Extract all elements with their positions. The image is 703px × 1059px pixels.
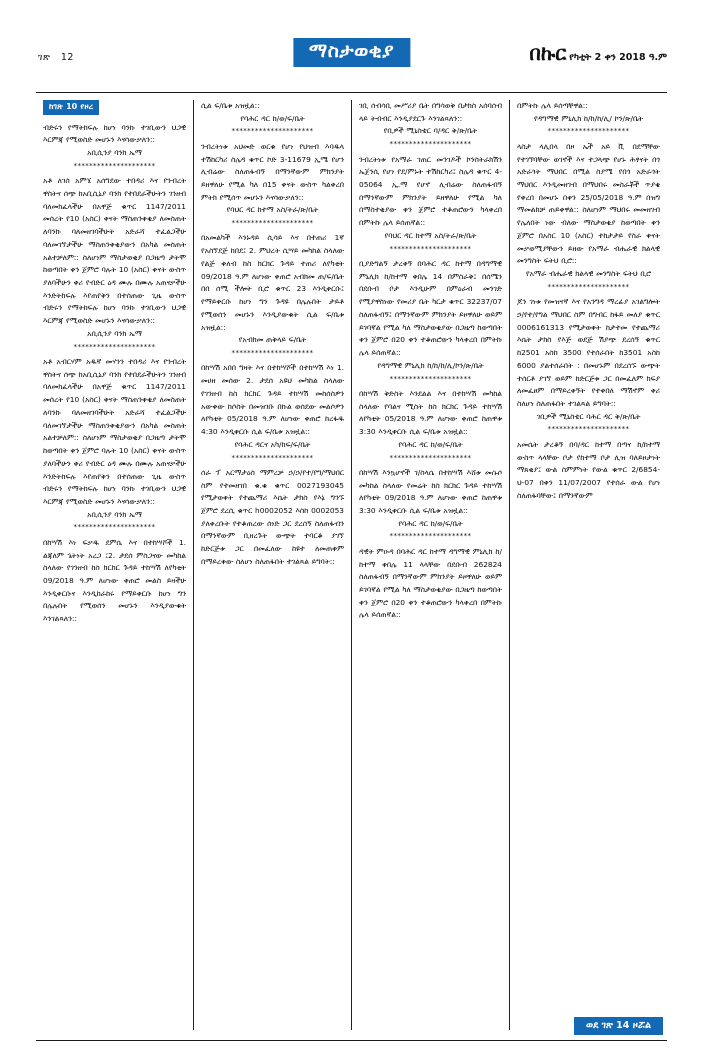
notice-paragraph: ሲል ፍ/ቤቱ አዝዟል:: [201,101,260,110]
notice-paragraph: ብድሩን የማትከፍሉ ከሆነ ባንኩ ተገቢውን ህጋዊ እርምጃ የሚወስድ መሆኑን እናሳውቃለን:: [43,122,186,145]
masthead-rule [36,92,667,93]
notice-divider: ********************* [389,244,472,253]
notice-signature: የባሕር ዳር ከ/ወ/ፍ/ቤት [398,439,463,449]
notice-divider: ********************* [389,374,472,383]
page-folio-number: 12 [60,52,74,63]
notice-divider: ********************* [547,127,630,136]
notice-signature: አቢሲንያ ባንክ ኤማ [87,509,142,519]
page-folio [38,52,74,63]
column-content [201,100,344,569]
masthead-meta [529,43,667,63]
notice-signature: የአማራ ብሔራዊ ክልላዊ መንግስት ፍትህ ቢሮ [525,269,652,279]
notice-paragraph: በከሣሽ አበበ ግዛት እና በተከሣሾች በተከሣሽ እነ 1. መሀዘ መሰው 2. ታደሰ አዩህ መካከል ስላለው የገንዘብ ከስ ክርክር ጉዳይ ተከሣሽ መከሰስዎን አውቀው ከሶስት በመዝገቡ በኩል ወሰደው መልሶዎን ለየካቲት 05/2018 ዓ.ም ለሆነው ቀጠሮ ከረፋዱ 4:30 እንዲቀርቡ ሲል ፍ/ቤቱ አዝዟል:: [201,363,344,437]
notice-signature: የባህር ዳር ከተማ አስ/ትራ/ጽ/ቤት [384,230,477,240]
notice-divider: ********************* [389,140,472,149]
article-column-2 [193,100,351,1030]
notice-signature: የቢዎች ሚኒስቴር ባ/ዳር ቅ/ጽ/ቤት [383,126,478,136]
masthead-date: የካቲት 2 ቀን 2018 ዓ.ም [569,52,667,63]
article-column-1 [36,100,193,1030]
notice-divider: ********************* [73,342,156,351]
notice-signature: የአብክመ ጠቅላይ ፍ/ቤት [238,335,307,345]
notice-divider: ********************* [389,532,472,541]
notice-paragraph: ላስታ ላሊበላ በዞ ኤች አይ ቪ በደማቸው የተገኘባቸው ወገኖች እና ተጋላጭ የሆኑ ሕፃናት በጎ አድራጎት ማህበር በሚል ስያሜ የበጎ አድራጎት ማህበር እንዲመዘገብ በማህበሩ መስራቾች ጥያቄ የቀረበ በመሆኑ በቀን 25/05/2018 ዓ.ም በዝግ ማመልከቻ ጠይቀዋል:: ስለሆነም ማህበሩ መመዘገብ የሌለበት ነው ብለው ማስታወቂያ ከወጣበት ቀን ጀምሮ በአስር 10 (አስር) ተከታታይ የስራ ቀናት መቃወሚያቸውን ይዘው የአማራ ብሔራዊ ክልላዊ መንግስት ፍትህ ቢሮ:: [517,141,660,266]
notice-signature: አቢሲንያ ባንክ ኤማ [87,148,142,158]
notice-paragraph: ገቢ ሰብሳቢ መሥሪያ ቤት በግሳወቅ በታክስ አሰባሰብ ላይ ትብብር እንዲያደርጉ እንገልጻለን:: [359,101,502,123]
notice-signature: የባሕር ዳርና አካ/ከፍ/ፍ/ቤት [234,439,311,449]
notice-paragraph: ንብረትነቱ የአማራ ገጠር መንገዶች ኮንስትራክሽን ኤጀንሲ የሆነ የደ/ምኑት ተሽከርካሪ፤ ስሌዳ ቁጥር 4-05064 ኢ.ማ የሆኖ ሊብሬው ስለጠፋብኝ በማንኛውም ምክንያት ይዘዋለሁ የሚል ካለ በማስተቂያው ቀን ጀምሮ ተቆጠሮውን ካላቀረበ በምትኩ ሌላ ይሰጠኛል:: [359,154,502,228]
notice-signature: የዳግማዊ ምኒሊክ ከ/ከ/ከ/ሊ/ኮን/ጽ/ቤት [377,360,484,370]
notice-signature: የባሕር ዳር ከ/ወ/ፍ/ቤት [398,518,463,528]
notice-divider: ********************* [547,425,630,434]
notice-paragraph: በከሣሽ እንኳሆኖች ገ/ስላሴ በተከሣሽ እሸቱ መሱሶ መካከል ስላለው የመሬት ከስ ክርክር ጉዳይ ተከሣሽ ለየካቲት 09/2018 ዓ.ም ለሆነው ቀጠሮ ከጠዋቱ 3:30 እንዲቀርቡ ሲል ፍ/ቤቱ አዝዟል:: [359,467,502,516]
column-content [359,100,502,622]
notice-paragraph: በከሣሽ ቅድስት እንደልል እና በተከሣሽ መካከል ስላለው የባልና ሚስት ከስ ክርክር ጉዳይ ተከሣሽ ለየካቲት 05/2018 ዓ.ም ለሆነው ቀጠሮ ከጠዋቱ 3:30 እንዲቀርቡ ሲል ፍ/ቤቱ አዝዟል:: [359,388,502,437]
notice-divider: ********************* [547,282,630,291]
column-content [517,100,660,502]
notice-paragraph: ዳዊት ምዑዳ በባሕር ዳር ከተማ ዳግማዊ ምኒሊክ ከ/ከተማ ቀበሌ 11 ላላቸው በደቡብ 262824 ስለጠፋብኝ በማንኛውም ምክንያት ይዞዋለሁ ወይም ይገባኛል የሚል ካለ ማስታወቂያው በጋዜጣ ከወጣበት ቀን ጀምሮ በ20 ቀን ተቆጠሮውን ካላቀረበ በምትኩ ሌላ ይሰጠኛል:: [359,546,502,620]
notice-paragraph: አቶ ለገሰ አምኜ አሰግደው ተበዳሪ እና የንብረት ዋስትና ሰጭ ከአቢሲኒያ ባንክ የተበደራችሁትን ገንዘብ ባለመክፈላችሁ በአዋጅ ቁጥር 1147/2011 መሰረት የ10 (አስር) ቀናት ማስጠንቀቂያ ለመስጠት ለባንኩ ባለመዘገባችሁት አድራሻ ተፈልጋችሁ ባለመገኘታችሁ ማስጠንቀቂያውን በአካል መስጠት አልተቻለም:: ስለሆነም ማስታወቂያ በጋዜጣ ታትሞ ከወጣበት ቀን ጀምሮ ባሉት 10 (አስር) ቀናት ውስጥ ያለባችሁን ቀሪ የብድር ዕዳ ሙሉ በሙሉ አጠናቃችሁ እንድትከፍሉ እየጠየቅን በተሰጠው ጊዜ ውስጥ ብድሩን የማትከፍሉ ከሆነ ባንኩ ተገቢውን ህጋዊ እርምጃ የሚወስድ መሆኑን እናሳውቃለን:: [43,176,186,326]
notice-paragraph: ቢያድግልኝ ታረቀኝ በባሕር ዳር ከተማ በዳግማዊ ምኒሊክ ከ/ከተማ ቀበሌ 14 በምስራቅ፤ በሰሜን በደቡብ ቦታ እንዲሁም በምዕራብ መንገድ የሚያዋስነው የመሪያ ቤት ካርታ ቁጥር 32237/07 ስለጠፋብኝ፤ በማንኛውም ምክንያት ይዞዋለሁ ወይም ይገባኛል የሚል ካለ ማስታወቂያው በጋዜጣ ከወጣበት ቀን ጀምሮ በ20 ቀን ተቆጠሮውን ካላቀረበ በምትኩ ሌላ ይሰጠኛል:: [359,258,502,358]
notice-paragraph: ጆን ገነቱ የመዝናኛ እና የአንግዳ ማረፊያ አገልግሎት ኃ/የተ/የግል ማህበር ስም በግብር ከፋይ መለያ ቁጥር 0006161313 የሚታወቀት ከታተመ የተጨማሪ እሴት ታክስ የእጅ ወደጅ ሽያጭ ደረሰኝ ቁጥር ከ2501 አስከ 3500 የተሰራበት ከ3501 አስከ 6000 ያልተሰራበት : በመሆኑም በደረሰኙ ውጭት ተሰርቶ ያገኘ ወይም ከድርጅቱ ጋር በመፈለም ክፍያ ለመፈፀም በማይረቀኝት የተቀበለ ማሽኖም ቀሪ ስለሆነ ስለጠፋበት ተገልጻል ይግባት:: [517,297,660,409]
article-columns [36,100,667,1030]
notice-paragraph: በአመልካች እንኑዳይ ሲሳይ እና በተጠሪ 1ኛ የአስኘደጅ ከበደ፤ 2. ምህረት ሲሣይ መካከል ስላለው የልጅ ቀለብ ከስ ክርክር ጉዳይ ተጠሪ ለየካቲት 09/2018 ዓ.ም ለሆነው ቀጠሮ አብክመ ጠ/ፍ/ቤት በበ ሰሚ ችሎት ቢሮ ቁጥር 23 እንዲቀርቡ፤ የማይቀርቡ ከሆነ ግን ጉዳዩ በሌሉበት ታይቶ የሚወሰን መሆኑን እንዲያውቁት ሲል ፍ/ቤቱ አዝዟል:: [201,233,344,332]
column-content [43,100,186,626]
notice-divider: ********************* [231,219,314,228]
page-footer [36,1011,667,1041]
article-column-3 [351,100,509,1030]
notice-paragraph: በከሣሽ እነ ፍቃዱ ደምሴ እና በተከሣሾች 1. ልጃለም ጌትነት አረጋ ፤2. ታደሰ ምስጋናው መካከል ስላለው የገንዘብ ከስ ክርክር ጉዳይ ተከሣሽ ለየካቲት 09/2018 ዓ.ም ለሆነው ቀጠሮ መልስ ይዛችሁ እንዲቀርቡና እንዲከራከሩ የማይቀርቡ ከሆነ ግን በሌሉበት የሚወሰን መሆኑን እንዲያውቁት እንገልጻለን:: [43,537,186,624]
notice-signature: ገቢዎች ሚኒስቴር ባሕር ዳር ቅ/ጽ/ቤት [536,411,641,421]
article-column-4 [509,100,667,1030]
notice-divider: ********************* [231,349,314,358]
notice-paragraph: አቶ አብርሃም አዱኛ መሃንን ተበዳሪ እና የንብረት ዋስትና ሰጭ ከአቢሲኒያ ባንክ የተበደራችሁትን ገንዘብ ባለመክፈላችሁ በአዋጅ ቁጥር 1147/2011 መሰረት የ10 (አስር) ቀናት ማስጠንቀቂያ ለመስጠት ለባንኩ ባለመዘገባችሁት አድራሻ ተፈልጋችሁ ባለመገኘታችሁ ማስጠንቀቂያውን በአካል መስጠት አልተቻለም:: ስለሆነም ማስታወቂያ በጋዜጣ ታትሞ ከወጣበት ቀን ጀምሮ ባሉት 10 (አስር) ቀናት ውስጥ ያለባችሁን ቀሪ የብድር ዕዳ ሙሉ በሙሉ አጠናቃችሁ እንድትከፍሉ እየጠየቅን በተሰጠው ጊዜ ውስጥ ብድሩን የማትከፍሉ ከሆነ ባንኩ ተገቢውን ህጋዊ እርምጃ የሚወስድ መሆኑን እናሳውቃለን:: [43,356,186,507]
notice-paragraph: ሰራ ፕ አርማታዕስ ማምረቻ ኃ/ኃ/የተ/የግ/ማህበር ስም የተመዘገበ ቁ.ቁ ቁጥር 0027193045 የሚታወቀት የተጨማሪ እሴት ታክስ የእኔ ግንኙ ጀምሮ ደረሲ ቁጥር h0002052 እስከ 0002053 ያለቀረቡት የተቆጠረው ሰነድ ጋር ደረሰኝ ስለጠፋብን በማንኛውም ቢዘረጉት ውጭት ተባርቆ ያገኘ ከድርጅቱ ጋር በመፈለው ከዩተ ለመጠቀም በማይረቀው ስለሆነ ስለጠፋበት ተገልጻል ይግባት:: [201,467,344,566]
notice-signature: የዳግማዊ ምኒሊክ ከ/ከ/ከ/ሊ/ ኮን/ጽ/ቤት [533,113,644,123]
continued-from-badge[interactable]: ከገጽ 10 የዞረ [43,100,99,115]
notice-divider: ********************* [73,161,156,170]
notice-divider: ********************* [231,453,314,462]
notice-signature: አቢሲንያ ባንክ ኤማ [87,328,142,338]
notice-signature: የባህር ዳር ከተማ አስ/ትራ/ጽ/ቤት [226,205,319,215]
notice-divider: ********************* [389,453,472,462]
footer-rule [36,1040,667,1041]
page-folio-label: ገጽ [38,52,51,63]
notice-divider: ********************* [73,523,156,532]
notice-signature: የባሕር ዳር ከ/ወ/ፍ/ቤት [240,113,305,123]
masthead-title: ማስታወቂያ [293,38,410,67]
notice-paragraph: አመሴት ታረቆኝ በባ/ዳር ከተማ በጣና ከ/ከተማ ውስጥ ላላቸው ቦታ የከተማ ቦታ ሊዝ ባለይዞታነት ማጸቂያ፤ ውል ስምምነት የውል ቁጥር 2/6854-ህ-07 በቀን 11/07/2007 የተሰራ ውል የሆነ ስለጠፋባቸው፤ በማንኛውም [517,439,660,500]
notice-divider: ********************* [231,127,314,136]
notice-paragraph: ንብረትነቱ አህመድ ወርቁ የሆነ የህዝብ እባዱላ ተሽከርካሪ ስሌዳ ቁጥር ኮድ 3-11679 ኢሜ የሆን ሊብሬው ስለጠፋብኝ በማንኛውም ምክንያት ይዘዋለሁ የሚል ካለ በ15 ቀናት ውስጥ ካልቀረበ ምትክ የሚሰጥ መሆኑን እናሳውቃለን:: [201,141,344,202]
notice-paragraph: በምትኩ ሌላ ይሰጣቸዋል:: [517,101,588,110]
masthead [36,30,667,92]
masthead-brand: በኩር [529,41,567,65]
continued-badge[interactable]: ወደ ገጽ 14 ዞሯል [574,1017,663,1035]
